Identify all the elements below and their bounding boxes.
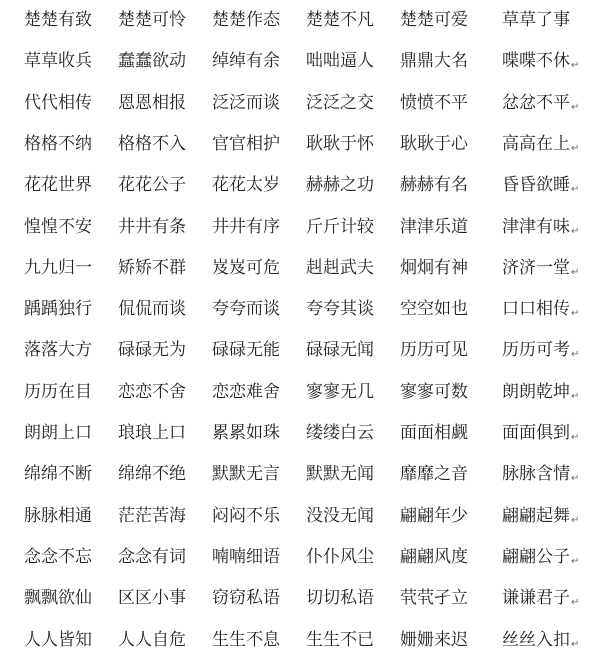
idiom-text: 碌碌无能 (212, 340, 280, 361)
idiom-row (0, 578, 600, 619)
idiom-cell (306, 289, 374, 330)
idiom-text: 津津乐道 (400, 216, 468, 237)
idiom-cell (212, 330, 280, 371)
idiom-text: 朗朗上口 (24, 423, 92, 443)
idiom-cell (212, 83, 280, 124)
idiom-text: 草草收兵 (24, 51, 92, 72)
idiom-text: 寥寥无几 (306, 381, 374, 402)
idiom-text: 蠢蠢欲动 (118, 51, 186, 72)
idiom-cell (118, 0, 186, 41)
idiom-text: 丝丝入扣 (502, 629, 570, 650)
idiom-cell (306, 578, 374, 619)
idiom-cell (400, 83, 468, 124)
idiom-cell (306, 454, 374, 495)
idiom-row (0, 207, 600, 248)
paragraph-mark-icon: ↵ (571, 638, 580, 650)
idiom-cell (306, 330, 374, 371)
idiom-cell (306, 372, 374, 413)
idiom-cell (212, 165, 280, 206)
idiom-row (0, 41, 600, 82)
idiom-text: 历历在目 (24, 381, 92, 402)
idiom-text: 花花太岁 (212, 175, 280, 196)
paragraph-mark-icon: ↵ (571, 308, 580, 320)
idiom-cell (24, 289, 92, 330)
idiom-cell (400, 330, 468, 371)
idiom-text: 井井有序 (212, 216, 280, 237)
idiom-cell (400, 620, 468, 661)
idiom-text: 代代相传 (24, 92, 92, 113)
idiom-cell (24, 83, 92, 124)
paragraph-mark-icon: ↵ (571, 473, 580, 485)
idiom-cell (24, 41, 92, 82)
idiom-text: 靡靡之音 (400, 464, 468, 485)
idiom-text: 官官相护 (212, 133, 280, 154)
idiom-cell (400, 413, 468, 454)
idiom-text: 空空如也 (400, 299, 468, 320)
idiom-text: 翩翩风度 (400, 546, 468, 567)
idiom-cell (400, 124, 468, 165)
idiom-text: 楚楚有致 (24, 10, 92, 30)
idiom-cell (502, 207, 579, 248)
idiom-cell (212, 248, 280, 289)
idiom-cell (502, 620, 579, 661)
idiom-text: 碌碌无闻 (306, 340, 374, 361)
idiom-text: 昏昏欲睡 (502, 175, 570, 196)
idiom-text: 面面相觑 (400, 423, 468, 443)
idiom-cell (118, 454, 186, 495)
idiom-cell (212, 0, 280, 41)
idiom-row (0, 165, 600, 206)
idiom-text: 仆仆风尘 (306, 546, 374, 567)
idiom-text: 切切私语 (306, 588, 374, 609)
idiom-text: 赫赫之功 (306, 175, 374, 196)
idiom-text: 泛泛而谈 (212, 92, 280, 113)
idiom-cell (24, 413, 92, 454)
paragraph-mark-icon: ↵ (571, 184, 580, 196)
idiom-text: 矫矫不群 (118, 257, 186, 278)
idiom-text: 愤愤不平 (400, 92, 468, 113)
idiom-cell (118, 372, 186, 413)
idiom-text: 恩恩相报 (118, 92, 186, 113)
idiom-row (0, 330, 600, 371)
idiom-cell (306, 496, 374, 537)
idiom-text: 翩翩起舞 (502, 505, 570, 526)
idiom-text: 历历可见 (400, 340, 468, 361)
idiom-text: 夸夸其谈 (306, 299, 374, 320)
idiom-cell (400, 289, 468, 330)
idiom-text: 翩翩年少 (400, 505, 468, 526)
idiom-text: 缕缕白云 (306, 423, 374, 443)
idiom-cell (212, 454, 280, 495)
idiom-text: 寥寥可数 (400, 381, 468, 402)
idiom-text: 九九归一 (24, 257, 92, 278)
idiom-text: 花花公子 (118, 175, 186, 196)
paragraph-mark-icon: ↵ (571, 514, 580, 526)
idiom-row (0, 83, 600, 124)
idiom-cell (400, 248, 468, 289)
idiom-text: 飘飘欲仙 (24, 588, 92, 609)
idiom-cell (306, 207, 374, 248)
idiom-cell (118, 207, 186, 248)
idiom-row (0, 372, 600, 413)
idiom-text: 茫茫苦海 (118, 505, 186, 526)
idiom-text: 恋恋难舍 (212, 381, 280, 402)
paragraph-mark-icon: ↵ (571, 60, 580, 72)
idiom-cell (306, 413, 374, 454)
idiom-cell (24, 620, 92, 661)
idiom-row (0, 496, 600, 537)
idiom-cell (502, 537, 579, 578)
idiom-cell (24, 124, 92, 165)
idiom-cell (306, 620, 374, 661)
idiom-cell (502, 454, 579, 495)
idiom-cell (212, 41, 280, 82)
idiom-text: 草草了事 (502, 10, 570, 30)
paragraph-mark-icon: ↵ (571, 266, 580, 278)
idiom-text: 口口相传 (502, 299, 570, 320)
idiom-cell (212, 124, 280, 165)
idiom-cell (400, 496, 468, 537)
paragraph-mark-icon: ↵ (571, 432, 580, 443)
idiom-row (0, 413, 600, 454)
idiom-text: 济济一堂 (502, 257, 570, 278)
idiom-text: 绵绵不绝 (118, 464, 186, 485)
idiom-text: 没没无闻 (306, 505, 374, 526)
idiom-text: 生生不已 (306, 629, 374, 650)
paragraph-mark-icon: ↵ (571, 555, 580, 567)
idiom-cell (400, 165, 468, 206)
idiom-text: 累累如珠 (212, 423, 280, 443)
idiom-cell (212, 537, 280, 578)
idiom-text: 忿忿不平 (502, 92, 570, 113)
paragraph-mark-icon: ↵ (571, 390, 580, 402)
idiom-cell (118, 83, 186, 124)
idiom-cell (502, 372, 579, 413)
idiom-cell (118, 289, 186, 330)
idiom-text: 恋恋不舍 (118, 381, 186, 402)
idiom-text: 格格不纳 (24, 133, 92, 154)
idiom-text: 花花世界 (24, 175, 92, 196)
idiom-row (0, 454, 600, 495)
idiom-cell (400, 372, 468, 413)
idiom-cell (212, 289, 280, 330)
idiom-text: 谦谦君子 (502, 588, 570, 609)
paragraph-mark-icon: ↵ (571, 349, 580, 361)
idiom-text: 喃喃细语 (212, 546, 280, 567)
idiom-text: 泛泛之交 (306, 92, 374, 113)
idiom-text: 翩翩公子 (502, 546, 570, 567)
idiom-cell (502, 578, 579, 619)
idiom-cell (24, 0, 92, 41)
idiom-text: 格格不入 (118, 133, 186, 154)
idiom-text: 脉脉含情 (502, 464, 570, 485)
idiom-cell (400, 537, 468, 578)
idiom-text: 赫赫有名 (400, 175, 468, 196)
idiom-text: 井井有条 (118, 216, 186, 237)
idiom-cell (400, 207, 468, 248)
idiom-cell (212, 496, 280, 537)
idiom-text: 斤斤计较 (306, 216, 374, 237)
idiom-text: 踽踽独行 (24, 299, 92, 320)
idiom-row (0, 248, 600, 289)
idiom-cell (24, 454, 92, 495)
idiom-text: 碌碌无为 (118, 340, 186, 361)
idiom-text: 咄咄逼人 (306, 51, 374, 72)
idiom-text: 赳赳武夫 (306, 257, 374, 278)
idiom-text: 高高在上 (502, 133, 570, 154)
paragraph-mark-icon: ↵ (571, 101, 580, 113)
idiom-text: 琅琅上口 (118, 423, 186, 443)
idiom-text: 炯炯有神 (400, 257, 468, 278)
idiom-text: 区区小事 (118, 588, 186, 609)
idiom-cell (502, 413, 579, 454)
idiom-cell (306, 537, 374, 578)
idiom-text: 脉脉相通 (24, 505, 92, 526)
idiom-cell (118, 41, 186, 82)
idiom-cell (502, 165, 579, 206)
idiom-text: 绵绵不断 (24, 464, 92, 485)
idiom-text: 默默无言 (212, 464, 280, 485)
idiom-text: 津津有味 (502, 216, 570, 237)
idiom-text: 耿耿于怀 (306, 133, 374, 154)
idiom-cell (306, 165, 374, 206)
idiom-text: 念念有词 (118, 546, 186, 567)
idiom-cell (502, 496, 579, 537)
idiom-cell (212, 372, 280, 413)
idiom-cell (118, 165, 186, 206)
idiom-cell (306, 124, 374, 165)
idiom-cell (24, 578, 92, 619)
idiom-cell (502, 124, 579, 165)
idiom-text: 默默无闻 (306, 464, 374, 485)
idiom-cell (118, 248, 186, 289)
idiom-cell (400, 41, 468, 82)
idiom-row (0, 0, 600, 41)
idiom-text: 鼎鼎大名 (400, 51, 468, 72)
idiom-cell (502, 248, 579, 289)
idiom-text: 岌岌可危 (212, 257, 280, 278)
idiom-cell (212, 620, 280, 661)
idiom-text: 生生不息 (212, 629, 280, 650)
idiom-cell (306, 83, 374, 124)
idiom-cell (400, 0, 468, 41)
idiom-cell (118, 330, 186, 371)
idiom-cell (400, 578, 468, 619)
idiom-row (0, 620, 600, 661)
idiom-cell (502, 289, 579, 330)
idiom-text: 喋喋不休 (502, 51, 570, 72)
idiom-text: 落落大方 (24, 340, 92, 361)
idiom-row (0, 124, 600, 165)
idiom-text: 人人皆知 (24, 629, 92, 650)
idiom-cell (306, 0, 374, 41)
idiom-cell (502, 0, 570, 41)
idiom-text: 惶惶不安 (24, 216, 92, 237)
idiom-cell (24, 248, 92, 289)
idiom-row (0, 289, 600, 330)
idiom-cell (24, 537, 92, 578)
idiom-text: 窃窃私语 (212, 588, 280, 609)
idiom-cell (118, 124, 186, 165)
idiom-text: 耿耿于心 (400, 133, 468, 154)
idiom-cell (306, 41, 374, 82)
idiom-text: 茕茕孑立 (400, 588, 468, 609)
idiom-cell (212, 207, 280, 248)
idiom-cell (118, 413, 186, 454)
paragraph-mark-icon: ↵ (571, 142, 580, 154)
idiom-cell (118, 496, 186, 537)
idiom-text: 楚楚不凡 (306, 10, 374, 30)
idiom-cell (400, 454, 468, 495)
idiom-cell (24, 165, 92, 206)
idiom-text: 面面俱到 (502, 423, 570, 443)
idiom-cell (306, 248, 374, 289)
idiom-text: 楚楚作态 (212, 10, 280, 30)
idiom-text: 楚楚可爱 (400, 10, 468, 30)
idiom-cell (24, 496, 92, 537)
idiom-cell (502, 41, 579, 82)
idiom-text: 绰绰有余 (212, 51, 280, 72)
idiom-text: 历历可考 (502, 340, 570, 361)
idiom-text: 朗朗乾坤 (502, 381, 570, 402)
idiom-text: 侃侃而谈 (118, 299, 186, 320)
idiom-cell (118, 620, 186, 661)
idiom-cell (24, 207, 92, 248)
paragraph-mark-icon: ↵ (571, 225, 580, 237)
idiom-cell (118, 537, 186, 578)
idiom-text: 夸夸而谈 (212, 299, 280, 320)
idiom-row (0, 537, 600, 578)
idiom-cell (212, 578, 280, 619)
idiom-text: 楚楚可怜 (118, 10, 186, 30)
idiom-text: 姗姗来迟 (400, 629, 468, 650)
idiom-cell (24, 330, 92, 371)
idiom-cell (212, 413, 280, 454)
idiom-text: 念念不忘 (24, 546, 92, 567)
idiom-text: 闷闷不乐 (212, 505, 280, 526)
idiom-cell (502, 83, 579, 124)
idiom-cell (118, 578, 186, 619)
idiom-cell (24, 372, 92, 413)
paragraph-mark-icon: ↵ (571, 597, 580, 609)
idiom-text: 人人自危 (118, 629, 186, 650)
idiom-cell (502, 330, 579, 371)
